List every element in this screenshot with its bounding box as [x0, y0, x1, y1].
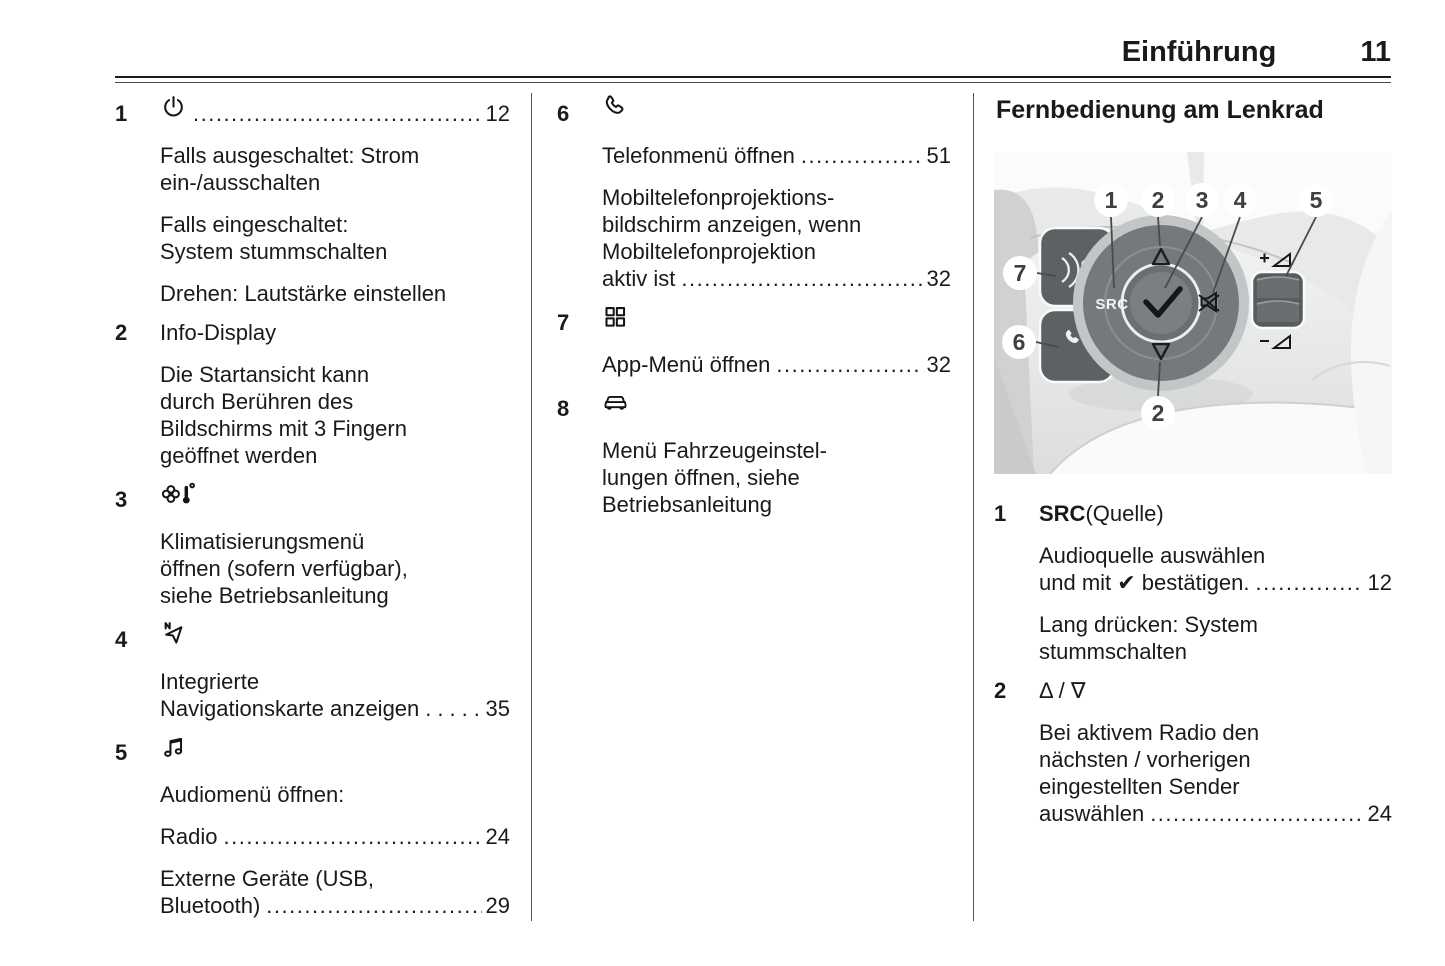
- legend-paragraph: [160, 668, 510, 722]
- legend-item-body: [160, 621, 187, 648]
- figure-callout-2: 2: [1141, 183, 1175, 217]
- legend-item-number: 6: [557, 101, 570, 126]
- target-page-number: 24: [485, 823, 510, 849]
- legend-item: [115, 621, 510, 653]
- legend-line-text: Navigationskarte anzeigen: [160, 695, 420, 721]
- legend-line: [1039, 800, 1392, 827]
- header-rule: [115, 76, 1391, 83]
- legend-paragraph: [160, 211, 510, 265]
- target-page-number: 29: [485, 892, 510, 918]
- legend-line-text: Mobiltelefonprojektions-: [602, 185, 835, 210]
- legend-line-text: bildschirm anzeigen, wenn: [602, 212, 862, 237]
- dot-leader: [425, 695, 481, 722]
- page-number: 11: [1360, 36, 1391, 68]
- subsection-title: Fernbedienung am Lenkrad: [996, 96, 1324, 124]
- car-icon: [602, 389, 629, 416]
- legend-line-text: öffnen (sofern verfügbar),: [160, 555, 408, 581]
- legend-line-text: Bildschirms mit 3 Fingern: [160, 416, 407, 441]
- legend-item-label: Δ / ∇: [1039, 678, 1086, 703]
- legend-item-label: Info-Display: [160, 320, 277, 345]
- legend-item: [115, 481, 510, 513]
- legend-item-label: (Quelle): [1085, 501, 1164, 526]
- legend-item-body: [602, 304, 629, 331]
- legend-item: [994, 500, 1392, 527]
- legend-line-text: Bei aktivem Radio den: [1039, 720, 1260, 745]
- legend-line-text: nächsten / vorherigen: [1039, 747, 1251, 772]
- legend-item-number: 8: [557, 396, 570, 421]
- legend-line-text: Falls ausgeschaltet: Strom: [160, 143, 420, 168]
- legend-line-text: Externe Geräte (USB,: [160, 865, 374, 891]
- phone-icon: [602, 94, 629, 121]
- section-title: Einführung: [1121, 36, 1277, 68]
- legend-line-text: und mit ✔ bestätigen.: [1039, 570, 1250, 595]
- figure-callout-5: 5: [1299, 183, 1333, 217]
- legend-line-text: durch Berühren des: [160, 389, 354, 414]
- legend-item-body: [1039, 500, 1164, 527]
- legend-item-body: [1039, 677, 1086, 704]
- legend-line: [160, 892, 510, 919]
- legend-paragraph: [160, 280, 510, 307]
- legend-paragraph: [160, 781, 510, 808]
- legend-item: [994, 677, 1392, 704]
- legend-paragraph: [602, 184, 951, 292]
- figure-callout-4: 4: [1223, 183, 1257, 217]
- dot-leader: [776, 351, 922, 378]
- legend-item: [557, 95, 951, 127]
- dot-leader: [266, 892, 481, 919]
- legend-paragraph: [160, 823, 510, 850]
- legend-paragraph: [1039, 611, 1392, 665]
- legend-item: [115, 319, 510, 346]
- legend-line-text: Radio: [160, 823, 218, 849]
- legend-paragraph: [602, 437, 951, 518]
- legend-item-body: [160, 319, 276, 346]
- remote-control-column: [994, 95, 1392, 827]
- legend-line-text: Audioquelle auswählen: [1039, 543, 1266, 568]
- remote-legend-list: [994, 500, 1392, 827]
- legend-item-body: [160, 734, 187, 761]
- legend-line-text: auswählen: [1039, 801, 1145, 826]
- legend-item-number: 4: [115, 626, 128, 652]
- apps-icon: [602, 303, 629, 330]
- legend-item: [115, 734, 510, 766]
- legend-paragraph: [160, 142, 510, 196]
- dot-leader: [1255, 569, 1363, 596]
- legend-line-text: geöffnet werden: [160, 443, 318, 468]
- legend-item-number: 7: [557, 310, 570, 335]
- legend-paragraph: [160, 528, 510, 609]
- legend-paragraph: [160, 361, 510, 469]
- legend-line: [602, 142, 951, 169]
- power-icon: [160, 94, 187, 121]
- legend-item-body: [160, 481, 197, 508]
- legend-line-text: eingestellten Sender: [1039, 774, 1240, 799]
- legend-item-body: [602, 95, 629, 122]
- target-page-number: 35: [485, 695, 510, 721]
- legend-line: [1039, 569, 1392, 596]
- legend-line: [160, 823, 510, 850]
- target-page-number: 24: [1367, 801, 1392, 826]
- steering-wheel-figure: [994, 152, 1392, 474]
- legend-line-text: Lang drücken: System: [1039, 612, 1258, 637]
- figure-callout-1: 1: [1094, 183, 1128, 217]
- dot-leader: [801, 142, 923, 169]
- legend-line-text: Falls eingeschaltet:: [160, 212, 349, 237]
- legend-line-text: Integrierte: [160, 668, 260, 694]
- legend-item: [115, 95, 510, 127]
- figure-callout-3: 3: [1185, 183, 1219, 217]
- legend-line-text: siehe Betriebsanleitung: [160, 582, 389, 608]
- ok-button: [1122, 264, 1200, 342]
- figure-callout-7: 7: [1003, 256, 1037, 290]
- target-page-number: 12: [1367, 570, 1392, 595]
- legend-line-text: lungen öffnen, siehe: [602, 465, 800, 490]
- legend-item-number: 2: [115, 320, 128, 345]
- legend-line-text: aktiv ist: [602, 266, 676, 291]
- legend-line-text: System stummschalten: [160, 239, 388, 264]
- figure-callout-6: 6: [1002, 325, 1036, 359]
- legend-item-number: 2: [994, 678, 1007, 703]
- legend-line-text: ein-/ausschalten: [160, 170, 321, 195]
- legend-item-number: 3: [115, 486, 128, 512]
- target-page-number: 12: [485, 101, 510, 126]
- legend-line-text: App-Menü öffnen: [602, 352, 771, 377]
- toc-column-1: [115, 95, 510, 919]
- legend-paragraph: [160, 865, 510, 919]
- dot-leader: [223, 823, 481, 850]
- legend-item: [557, 304, 951, 336]
- legend-paragraph: [1039, 542, 1392, 596]
- dot-leader: [1150, 800, 1363, 827]
- legend-item-body: [602, 390, 629, 417]
- legend-line-text: Menü Fahrzeugeinstel-: [602, 438, 828, 463]
- legend-line-text: Die Startansicht kann: [160, 362, 370, 387]
- src-button-label: SRC: [1095, 296, 1129, 313]
- column-divider: [531, 93, 532, 921]
- legend-line-text: stummschalten: [1039, 639, 1187, 664]
- figure-callout-2b: 2: [1141, 396, 1175, 430]
- legend-paragraph: [602, 351, 951, 378]
- legend-line-text: Audiomenü öffnen:: [160, 781, 345, 807]
- target-page-number: 51: [926, 143, 951, 168]
- legend-item-label-bold: SRC: [1039, 501, 1086, 526]
- toc-column-2: [557, 95, 951, 518]
- dot-leader: [193, 100, 482, 127]
- legend-item-number: 5: [115, 739, 128, 765]
- target-page-number: 32: [926, 266, 951, 291]
- climate-icon: [160, 481, 197, 507]
- legend-line: [160, 695, 510, 722]
- legend-line-text: Telefonmenü öffnen: [602, 143, 795, 168]
- volume-rocker: [1252, 272, 1304, 328]
- legend-item-number: 1: [994, 501, 1007, 526]
- legend-line: [602, 351, 951, 378]
- music-icon: [160, 733, 187, 760]
- page-header: [115, 36, 1391, 69]
- legend-line-text: Betriebsanleitung: [602, 492, 773, 517]
- legend-line-text: Bluetooth): [160, 892, 261, 918]
- legend-item-body: [160, 95, 187, 122]
- legend-line: [602, 265, 951, 292]
- nav-icon: [160, 620, 187, 647]
- legend-paragraph: [602, 142, 951, 169]
- legend-line-text: Klimatisierungsmenü: [160, 528, 365, 554]
- legend-paragraph: [1039, 719, 1392, 827]
- target-page-number: 32: [926, 352, 951, 377]
- legend-line-text: Drehen: Lautstärke einstellen: [160, 281, 447, 306]
- dot-leader: [681, 265, 922, 292]
- legend-item: [557, 390, 951, 422]
- legend-line-text: Mobiltelefonprojektion: [602, 239, 817, 264]
- column-divider: [973, 93, 974, 921]
- legend-item-number: 1: [115, 101, 128, 126]
